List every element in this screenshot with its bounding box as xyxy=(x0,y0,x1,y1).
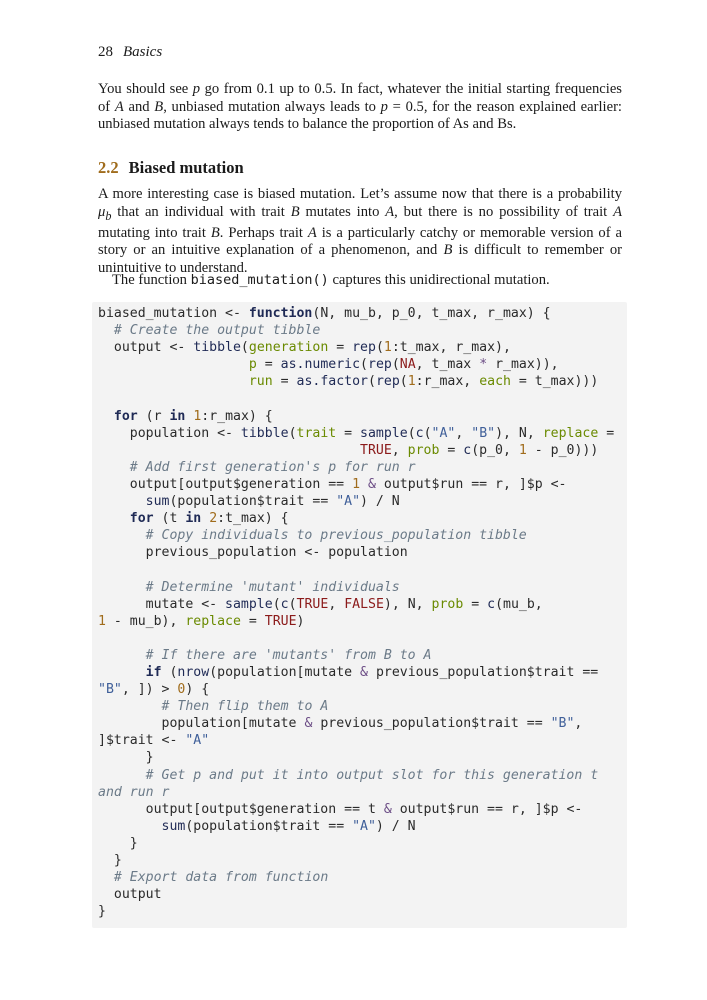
running-title: Basics xyxy=(123,44,163,60)
code-token xyxy=(98,580,146,595)
code-token: ) / N xyxy=(360,494,400,510)
text-run: A more interesting case is biased mutation. Let’s assume now that there is a probability xyxy=(98,186,622,202)
code-line xyxy=(98,545,408,560)
code-token: "A" xyxy=(352,818,376,834)
code-token: "B" xyxy=(471,425,496,441)
code-token: ( xyxy=(272,596,281,612)
code-token: 0 xyxy=(177,682,186,698)
code-token: previous_population <- population xyxy=(98,545,408,561)
code-token: prob xyxy=(431,596,464,612)
code-token: tibble xyxy=(240,425,289,441)
text-run: and xyxy=(123,98,155,115)
code-token: = xyxy=(272,374,297,390)
code-line xyxy=(98,323,320,338)
code-token: = xyxy=(439,442,464,458)
code-line xyxy=(98,853,122,868)
code-line xyxy=(98,716,582,731)
code-token: previous_population$trait == xyxy=(312,716,551,732)
intro-paragraph xyxy=(98,81,622,134)
code-token: ( xyxy=(161,664,178,680)
text-run: = 0.5, for the reason explained earlier: unbiased mutation always tends to balance the proportion of As and Bs. xyxy=(98,98,622,132)
code-token: sum xyxy=(145,494,170,510)
code-token xyxy=(98,528,146,543)
code-token: - p_0))) xyxy=(526,442,599,458)
code-token: ( xyxy=(367,374,376,390)
code-token: tibble xyxy=(193,340,241,356)
code-token: (N, mu_b, p_0, t_max, r_max) { xyxy=(312,306,551,321)
code-line xyxy=(98,699,328,714)
text-run: , but there is no possibility of trait xyxy=(394,203,614,220)
code-token: } xyxy=(98,904,106,920)
code-line xyxy=(98,460,416,475)
text-run: mutates into xyxy=(299,203,386,220)
code-token xyxy=(98,819,162,834)
code-token: function xyxy=(248,306,313,321)
code-line xyxy=(98,648,431,663)
code-token xyxy=(98,443,360,458)
code-line xyxy=(98,494,400,509)
code-token: = xyxy=(336,425,361,441)
code-token: 1 xyxy=(352,476,361,492)
code-line xyxy=(98,357,559,372)
code-token: output$run == r, ]$p <- xyxy=(391,801,583,817)
variable: B xyxy=(443,242,453,259)
variable: B xyxy=(290,203,300,220)
code-token: ) { xyxy=(185,682,210,698)
code-token: * xyxy=(479,357,488,373)
text-run: is difficult to remember or unintuitive to understand. xyxy=(98,242,622,276)
code-token: ( xyxy=(391,357,400,373)
code-token: 1 xyxy=(193,408,202,424)
code-token xyxy=(98,648,146,663)
code-line xyxy=(98,682,209,697)
code-token: TRUE xyxy=(360,442,392,458)
code-token: (r xyxy=(137,408,170,424)
code-token: TRUE xyxy=(296,596,329,612)
code-token: previous_population$trait == xyxy=(368,664,599,680)
code-token: ]$trait <- xyxy=(98,733,186,749)
code-token xyxy=(360,477,368,492)
code-token: ( xyxy=(407,425,416,441)
variable: B xyxy=(154,98,164,115)
code-token: c xyxy=(280,596,289,612)
code-token xyxy=(98,768,146,783)
code-token: for xyxy=(129,511,154,527)
code-token: output <- xyxy=(98,340,194,356)
code-line xyxy=(98,340,511,355)
code-token: population <- xyxy=(98,425,241,441)
code-token: rep xyxy=(375,374,400,390)
section-title: Biased mutation xyxy=(128,158,244,177)
code-token: # Export data from function xyxy=(113,870,329,886)
code-token xyxy=(201,511,209,526)
code-token: 2 xyxy=(209,511,218,527)
code-token: rep xyxy=(368,357,392,373)
code-token: output[output$generation == t xyxy=(98,801,384,817)
text-run: The function xyxy=(112,272,191,288)
code-token: - mu_b), xyxy=(105,613,186,629)
code-token: # Add first generation's p for run r xyxy=(129,459,416,475)
code-token: trait xyxy=(296,425,337,441)
code-token: c xyxy=(487,596,496,612)
code-token: (t xyxy=(153,511,186,527)
code-token: } xyxy=(98,853,122,868)
code-token: , xyxy=(574,716,583,732)
code-token: ), N, xyxy=(495,425,543,441)
code-token: 1 xyxy=(518,442,527,458)
variable: A xyxy=(613,203,622,220)
section-heading xyxy=(98,158,244,178)
variable: A xyxy=(385,203,395,220)
code-line xyxy=(98,580,400,595)
variable: p xyxy=(380,98,388,115)
code-token: run xyxy=(248,374,273,390)
biased-mutation-paragraph xyxy=(98,186,622,277)
code-token: 1 xyxy=(383,340,392,356)
code-token: (p_0, xyxy=(471,442,519,458)
code-token: ( xyxy=(240,340,249,356)
page-header xyxy=(98,44,162,61)
code-token: :r_max) { xyxy=(201,408,273,424)
code-token xyxy=(98,357,249,372)
code-token xyxy=(98,699,162,714)
code-token: & xyxy=(304,716,313,732)
code-line xyxy=(98,768,598,783)
code-token: = xyxy=(328,340,353,356)
code-token: # Copy individuals to previous_population tibble xyxy=(145,528,527,544)
code-line xyxy=(98,819,416,834)
code-token: "B" xyxy=(550,716,575,732)
code-token: # Determine 'mutant' individuals xyxy=(145,579,400,595)
code-line xyxy=(98,409,273,424)
code-token: & xyxy=(383,801,392,817)
code-token: output[output$generation == xyxy=(98,476,353,492)
code-token xyxy=(98,323,114,338)
code-token: prob xyxy=(407,442,440,458)
code-token: & xyxy=(360,664,368,680)
mu-subscript: b xyxy=(105,208,112,223)
text-run: mutating into trait xyxy=(98,224,211,241)
code-token: c xyxy=(463,442,472,458)
code-token: for xyxy=(113,408,138,424)
code-token: (population[mutate xyxy=(209,664,361,680)
code-token: ( xyxy=(423,425,432,441)
code-token: = xyxy=(598,425,615,441)
code-token: } xyxy=(98,835,138,851)
code-token: p xyxy=(248,357,257,373)
code-token: NA xyxy=(399,357,416,373)
code-token: sample xyxy=(225,596,273,612)
code-token xyxy=(98,374,249,389)
code-token: "A" xyxy=(336,494,361,510)
code-token: replace xyxy=(542,425,599,441)
code-token: "A" xyxy=(431,425,456,441)
code-token: sample xyxy=(360,425,408,441)
code-token: , xyxy=(328,596,345,612)
code-token: 1 xyxy=(407,374,416,390)
code-line xyxy=(98,887,162,902)
code-token: "A" xyxy=(185,733,210,749)
code-line xyxy=(98,306,551,321)
code-token xyxy=(98,409,114,424)
code-token: # If there are 'mutants' from B to A xyxy=(145,647,432,663)
code-token: in xyxy=(185,511,202,527)
code-token: ) / N xyxy=(375,818,416,834)
code-line xyxy=(98,528,527,543)
code-block xyxy=(92,302,627,928)
section-number: 2.2 xyxy=(98,158,119,177)
code-token: ), N, xyxy=(383,596,432,612)
text-run: . Perhaps trait xyxy=(219,224,308,241)
code-token: population[mutate xyxy=(98,716,305,732)
code-line xyxy=(98,904,106,919)
code-line xyxy=(98,802,582,817)
code-token: each xyxy=(479,374,511,390)
code-line xyxy=(98,614,304,629)
code-token: mutate <- xyxy=(98,596,226,612)
code-token: rep xyxy=(352,340,376,356)
code-line xyxy=(98,374,598,389)
code-token: TRUE xyxy=(264,613,297,629)
code-token: = xyxy=(256,357,281,373)
code-token: :r_max, xyxy=(415,374,480,390)
code-line xyxy=(98,665,598,680)
code-token: ( xyxy=(360,357,368,373)
code-token: as.numeric xyxy=(280,357,361,373)
code-token: # Then flip them to A xyxy=(161,699,329,715)
code-token: :t_max, r_max), xyxy=(391,340,511,356)
code-token: r_max)), xyxy=(487,357,559,373)
code-token: } xyxy=(98,750,154,766)
code-token: ( xyxy=(288,425,297,441)
code-token xyxy=(98,460,130,475)
code-token: "B" xyxy=(98,682,122,698)
code-token: output$run == r, ]$p <- xyxy=(375,476,567,492)
code-line xyxy=(98,785,169,800)
inline-code: biased_mutation() xyxy=(190,272,329,288)
code-token: # Get p and put it into output slot for this generation t xyxy=(145,767,599,783)
code-token: , t_max xyxy=(415,357,480,373)
variable: A xyxy=(307,224,317,241)
code-line xyxy=(98,750,154,765)
text-run: , unbiased mutation always leads to xyxy=(163,98,381,115)
code-token: if xyxy=(145,664,162,680)
text-run: that an individual with trait xyxy=(111,203,291,220)
mu-letter: μ xyxy=(98,203,106,220)
code-line xyxy=(98,836,138,851)
code-token: ( xyxy=(375,340,384,356)
function-intro-paragraph xyxy=(112,272,622,290)
mu-symbol xyxy=(98,203,112,223)
variable: A xyxy=(114,98,124,115)
code-token: output xyxy=(98,887,162,903)
code-token xyxy=(98,511,130,526)
code-token: ( xyxy=(399,374,408,390)
text-run: go from 0.1 up to 0.5. In fact, whatever the initial starting frequencies of xyxy=(98,81,622,115)
code-token: , ]) > xyxy=(121,682,178,698)
code-token: (mu_b, xyxy=(495,596,543,612)
code-token: (population$trait == xyxy=(169,494,337,510)
code-token xyxy=(98,665,146,680)
variable: B xyxy=(210,224,220,241)
text-run: is a particularly catchy or memorable version of a story or an intuitive explanation of a phenomenon, and xyxy=(98,224,622,259)
code-token: , xyxy=(455,425,472,441)
code-token xyxy=(98,870,114,885)
code-token: :t_max) { xyxy=(217,511,289,527)
code-token: # Create the output tibble xyxy=(113,323,321,339)
code-token: = xyxy=(463,596,488,612)
code-line xyxy=(98,426,614,441)
code-token: and run r xyxy=(98,784,170,800)
code-token: c xyxy=(415,425,424,441)
code-token: in xyxy=(169,408,186,424)
code-line xyxy=(98,511,289,526)
code-line xyxy=(98,733,209,748)
code-token: = t_max))) xyxy=(510,374,599,390)
code-token: as.factor xyxy=(296,374,368,390)
text-run: captures this unidirectional mutation. xyxy=(328,272,550,288)
text-run: You should see xyxy=(98,81,193,97)
code-token: (population$trait == xyxy=(185,818,353,834)
code-line xyxy=(98,870,328,885)
code-token xyxy=(98,494,146,509)
code-token: biased_mutation <- xyxy=(98,306,249,321)
code-token: 1 xyxy=(98,613,106,629)
code-line xyxy=(98,597,543,612)
code-token: replace xyxy=(185,613,241,629)
code-token: sum xyxy=(161,818,186,834)
code-listing xyxy=(92,302,627,920)
code-token: nrow xyxy=(177,664,210,680)
page-number: 28 xyxy=(98,44,113,60)
code-token: & xyxy=(367,476,376,492)
code-token: , xyxy=(391,442,408,458)
code-token: FALSE xyxy=(344,596,384,612)
code-token: ) xyxy=(296,613,305,629)
code-line xyxy=(98,443,598,458)
variable: p xyxy=(192,81,201,97)
code-token: generation xyxy=(248,340,329,356)
code-token: ( xyxy=(288,596,297,612)
code-line xyxy=(98,477,567,492)
code-token: = xyxy=(240,613,265,629)
